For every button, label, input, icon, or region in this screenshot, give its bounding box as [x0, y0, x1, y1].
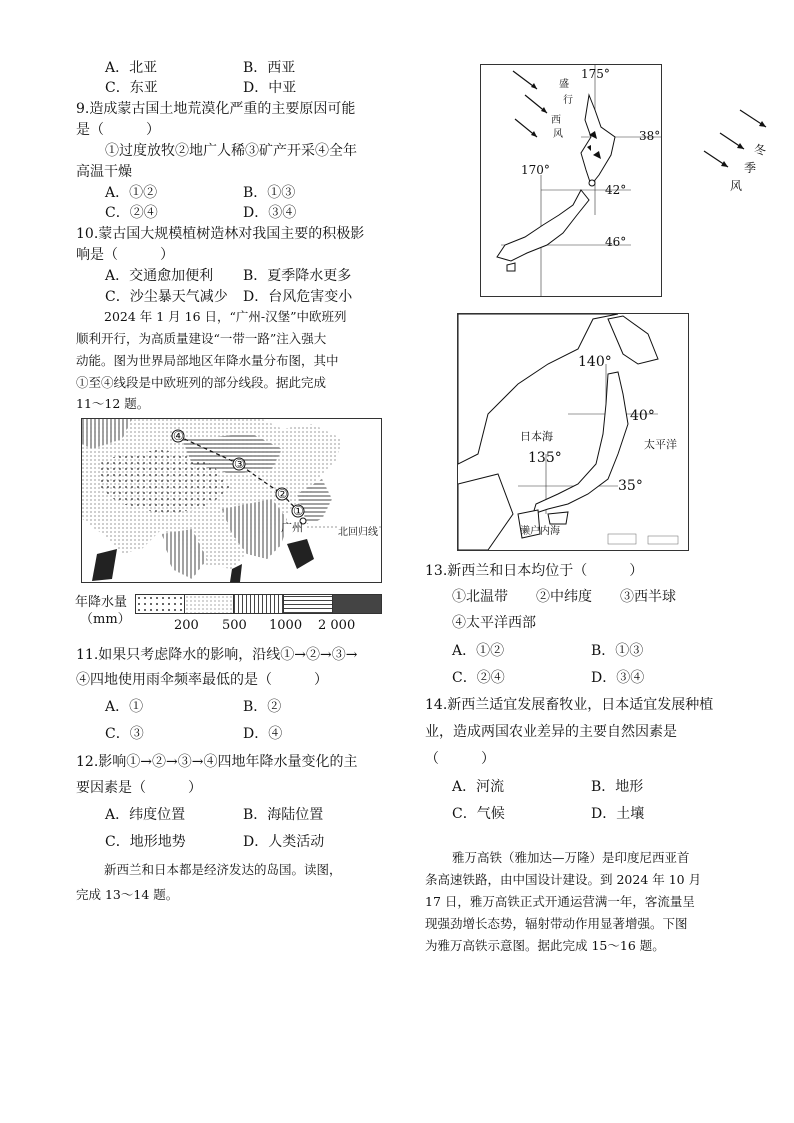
q10-stem-cont: 响是（ ） [76, 247, 174, 263]
q14-stem: 14.新西兰适宜发展畜牧业，日本适宜发展种植 [425, 697, 714, 713]
q13-item: ③西半球 [620, 589, 676, 605]
q14-option-c[interactable]: C．气候 [452, 806, 505, 822]
q13-stem: 13.新西兰和日本均位于（ ） [425, 563, 644, 579]
q12-option-a[interactable]: A．纬度位置 [105, 807, 186, 823]
winter-monsoon-arrows [700, 105, 780, 200]
q11-option-a[interactable]: A．① [105, 699, 144, 715]
westerly-label: 风 [553, 129, 563, 140]
q10-option-c[interactable]: C．沙尘暴天气减少 [105, 289, 228, 305]
q12-option-d[interactable]: D．人类活动 [243, 834, 325, 850]
legend-value: 500 [222, 618, 247, 633]
intro-passage-line: 新西兰和日本都是经济发达的岛国。读图， [104, 862, 342, 877]
intro-passage-line: 完成 13～14 题。 [76, 887, 179, 902]
lat-42-label: 42° [605, 183, 627, 197]
precipitation-map [81, 418, 382, 583]
intro-passage-line: 2024 年 1 月 16 日，“广州-汉堡”中欧班列 [104, 309, 347, 324]
intro-passage-line: 顺利开行，为高质量建设“一带一路”注入强大 [76, 331, 327, 346]
q9-option-c[interactable]: C．②④ [105, 205, 158, 221]
q14-stem-cont: 业，造成两国农业差异的主要自然因素是 [425, 724, 677, 740]
q9-items: ①过度放牧②地广人稀③矿产开采④全年 [105, 143, 357, 159]
q12-stem-cont: 要因素是（ ） [76, 780, 202, 796]
q13-item: ②中纬度 [536, 589, 592, 605]
q8-option-c[interactable]: C．东亚 [105, 80, 158, 96]
q13-option-d[interactable]: D．③④ [591, 670, 645, 686]
guangzhou-label: 广州 [281, 521, 303, 534]
q10-option-a[interactable]: A．交通愈加便利 [105, 268, 214, 284]
lat-40-label: 40° [630, 408, 655, 424]
q11-option-d[interactable]: D．④ [243, 726, 283, 742]
intro-passage-line: 11～12 题。 [76, 396, 150, 411]
q13-option-a[interactable]: A．①② [452, 643, 505, 659]
q12-stem: 12.影响①→②→③→④四地年降水量变化的主 [76, 754, 358, 770]
legend-unit: （mm） [80, 612, 131, 627]
intro-passage-line: 动能。图为世界局部地区年降水量分布图，其中 [76, 353, 339, 368]
tropic-label: 北回归线 [338, 523, 378, 538]
map-marker-4: ④ [173, 429, 184, 443]
pacific-ocean-label: 太平洋 [644, 438, 677, 451]
q13-item: ④太平洋西部 [452, 615, 536, 631]
winter-monsoon-label: 冬 [754, 143, 767, 157]
intro-passage-line: 为雅万高铁示意图。据此完成 15～16 题。 [425, 938, 665, 953]
q14-option-d[interactable]: D．土壤 [591, 806, 645, 822]
q8-option-a[interactable]: A．北亚 [105, 60, 158, 76]
intro-passage-line: ①至④线段是中欧班列的部分线段。据此完成 [76, 375, 327, 390]
seto-inland-sea-label: 濑户内海 [520, 526, 560, 537]
winter-monsoon-label: 风 [730, 179, 743, 193]
westerly-label: 行 [563, 95, 573, 106]
q13-option-c[interactable]: C．②④ [452, 670, 505, 686]
legend-value: 1000 [269, 618, 303, 633]
lat-35-label: 35° [618, 478, 643, 494]
intro-passage-line: 17 日，雅万高铁正式开通运营满一年，客流量呈 [425, 894, 695, 909]
q14-stem-cont: （ ） [425, 751, 495, 767]
lon-170-label: 170° [521, 163, 550, 177]
lat-38-label: 38° [639, 129, 661, 143]
lat-46-label: 46° [605, 235, 627, 249]
q11-option-c[interactable]: C．③ [105, 726, 144, 742]
q9-stem-cont: 是（ ） [76, 122, 160, 138]
q14-option-b[interactable]: B．地形 [591, 779, 644, 795]
intro-passage-line: 条高速铁路，由中国设计建设。到 2024 年 10 月 [425, 872, 702, 887]
westerly-label: 盛 [559, 79, 569, 90]
winter-monsoon-label: 季 [744, 161, 757, 175]
q8-option-d[interactable]: D．中亚 [243, 80, 297, 96]
q11-option-b[interactable]: B．② [243, 699, 282, 715]
q9-option-d[interactable]: D．③④ [243, 205, 297, 221]
q13-item: ①北温带 [452, 589, 508, 605]
q12-option-c[interactable]: C．地形地势 [105, 834, 186, 850]
q14-option-a[interactable]: A．河流 [452, 779, 505, 795]
intro-passage-line: 雅万高铁（雅加达—万隆）是印度尼西亚首 [452, 850, 690, 865]
q10-option-d[interactable]: D．台风危害变小 [243, 289, 353, 305]
q10-option-b[interactable]: B．夏季降水更多 [243, 268, 352, 284]
q11-stem: 11.如果只考虑降水的影响，沿线①→②→③→ [76, 647, 358, 663]
legend-value: 2 000 [318, 618, 356, 633]
legend-value: 200 [174, 618, 199, 633]
new-zealand-map [480, 64, 662, 297]
lon-140-label: 140° [578, 354, 612, 370]
map-marker-3: ③ [234, 457, 245, 471]
westerly-label: 西 [551, 115, 561, 126]
legend-scale [135, 594, 382, 614]
legend-title: 年降水量 [75, 595, 128, 610]
map-marker-2: ② [277, 487, 288, 501]
q9-option-b[interactable]: B．①③ [243, 185, 296, 201]
q12-option-b[interactable]: B．海陆位置 [243, 807, 324, 823]
q9-stem: 9.造成蒙古国土地荒漠化严重的主要原因可能 [76, 101, 356, 117]
q10-stem: 10.蒙古国大规模植树造林对我国主要的积极影 [76, 226, 365, 242]
q9-option-a[interactable]: A．①② [105, 185, 158, 201]
japan-map [457, 313, 689, 551]
lon-135-label: 135° [528, 450, 562, 466]
q9-items-cont: 高温干燥 [76, 164, 132, 180]
q11-stem-cont: ④四地使用雨伞频率最低的是（ ） [76, 672, 328, 688]
lon-175-label: 175° [581, 67, 610, 81]
q8-option-b[interactable]: B．西亚 [243, 60, 296, 76]
sea-of-japan-label: 日本海 [520, 430, 553, 443]
q13-option-b[interactable]: B．①③ [591, 643, 644, 659]
intro-passage-line: 现强劲增长态势，辐射带动作用显著增强。下图 [425, 916, 688, 931]
map-marker-1: ① [293, 504, 304, 518]
